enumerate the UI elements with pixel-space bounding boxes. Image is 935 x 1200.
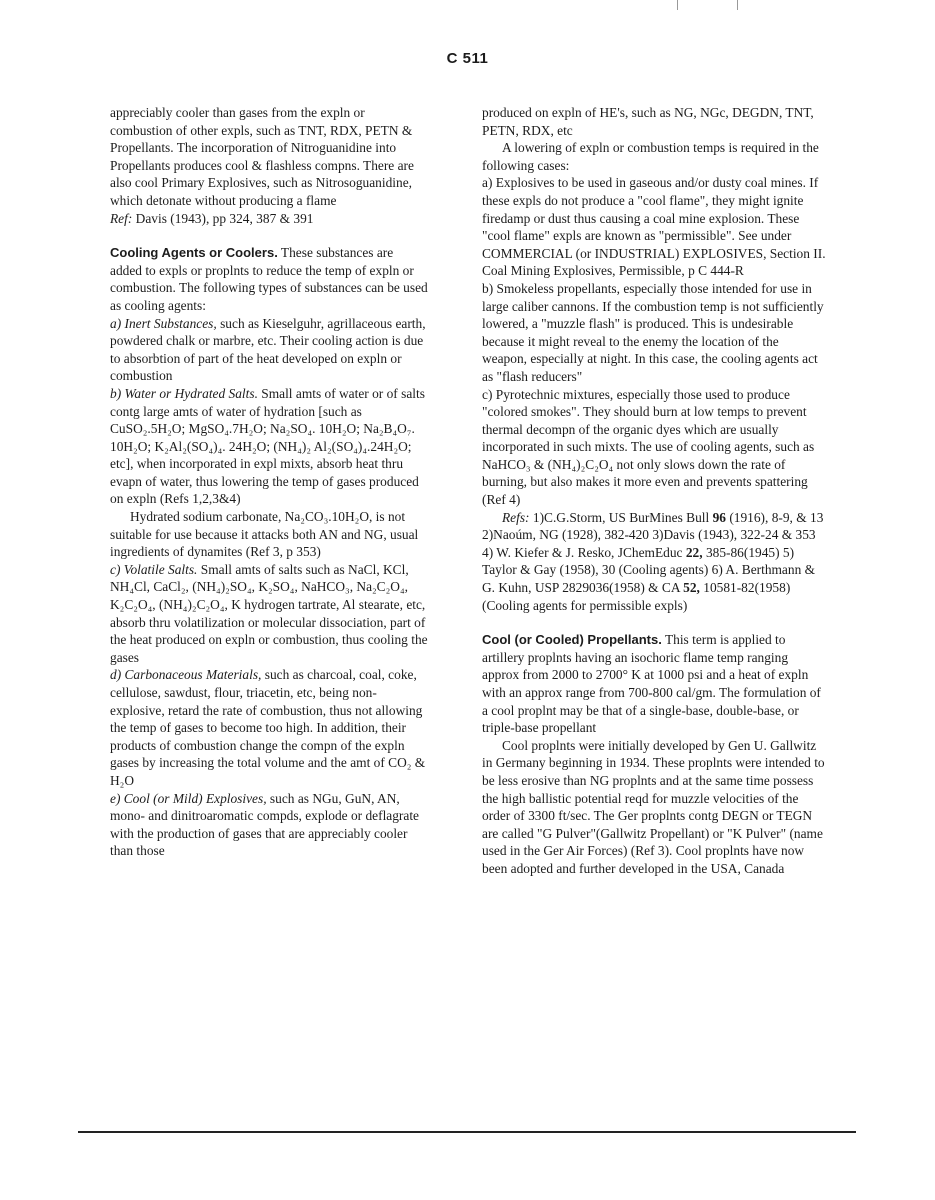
refs-text: 385-86(1945) 5) Taylor & Gay (1958), 30 (Cooling agents) 6) A. Berthmann & G. Kuhn, USP 2829036(1958) & CA — [482, 544, 816, 596]
scan-mark — [737, 0, 738, 10]
item-text: Small amts of water or of salts contg large amts of water of hydration [such as CuSO₂.5H₂O; MgSO₄.7H₂O; Na₂SO₄. 10H₂O; Na₂B₄O₇. 10H₂O; K₂Al₂(SO₄)₄. 24H₂O; (NH₄)₂ Al₂(SO₄)₄.24H₂O; etc], when incorporated in expl mixts, absorb heat thru evapn of water, thus lowering the temp of gases produced on expln (Refs 1,2,3&4) — [110, 385, 425, 507]
intro-reference — [110, 210, 428, 228]
ref-text: Davis (1943), pp 324, 387 & 391 — [135, 210, 314, 226]
right-column — [482, 104, 826, 878]
item-text: such as NGu, GuN, AN, mono- and dinitroaromatic compds, explode or deflagrate with the production of gases that are appreciably cooler than those — [110, 790, 419, 859]
item-a — [110, 315, 428, 385]
refs-text: 10581-82(1958) (Cooling agents for permissible expls) — [482, 580, 791, 613]
section-heading: Cool (or Cooled) Propellants. — [482, 632, 662, 648]
cool-propellants-history: Cool proplnts were initially developed by Gen U. Gallwitz in Germany beginning in 1934. These proplnts were intended to be less erosive than NG proplnts and at the same time possess the high ballistic potential reqd for muzzle velocities of the order of 3300 ft/sec. The Ger proplnts contg DEGN or TEGN are called "G Pulver"(Gallwitz Propellant) or "K Pulver" (name used in the Ger Air Forces) (Ref 3). Cool proplnts have now been adopted and further developed in the USA, Canada — [482, 737, 825, 876]
refs-volume: 96 — [712, 509, 726, 525]
refs-label: Refs: — [502, 509, 530, 525]
item-text: Small amts of salts such as NaCl, KCl, NH₄Cl, CaCl₂, (NH₄)₂SO₄, K₂SO₄, NaHCO₃, Na₂C₂O₄, K₂C₂O₄, (NH₄)₂C₂O₄, K hydrogen tartrate, Al stearate, etc, absorb thru volatilization or molecular dissociation, part of the heat produced on expln or combustion, thus cooling the gases — [110, 561, 428, 665]
section-intro: These substances are added to expls or proplnts to reduce the temp of expln or combustion. The following types of substances can be used as cooling agents: — [110, 245, 428, 313]
item-b-continued: Hydrated sodium carbonate, Na₂CO₃.10H₂O, is not suitable for use because it attacks both AN and NG, usual ingredients of dynamites (Ref 3, p 353) — [110, 509, 419, 560]
item-text: such as Kieselguhr, agrillaceous earth, powdered chalk or marbre, etc. Their cooling action is due to absorbtion of part of the heat developed on expln or combustion — [110, 315, 426, 384]
refs-text: 1)C.G.Storm, US BurMines Bull — [532, 509, 710, 525]
case-b: b) Smokeless propellants, especially those intended for use in large caliber cannons. If the combustion temp is not sufficiently lowered, a "muzzle flash" is produced. This is undesirable because it might reveal to the enemy the location of the weapon, especially at night. In this case, the cooling agents act as "flash reducers" — [482, 280, 824, 384]
section-heading: Cooling Agents or Coolers. — [110, 245, 278, 261]
item-e — [110, 790, 428, 860]
continued-paragraph: produced on expln of HE's, such as NG, NGc, DEGDN, TNT, PETN, RDX, etc — [482, 105, 814, 138]
intro-paragraph: appreciably cooler than gases from the expln or combustion of other expls, such as TNT, RDX, PETN & Propellants. The incorporation of Nitroguanidine into Propellants produces cool & flashless compns. There are also cool Primary Explosives, such as Nitrosoguanidine, which detonate without producing a flame — [110, 105, 414, 208]
footer-rule — [78, 1131, 856, 1133]
cooling-agents-paragraph — [110, 244, 428, 314]
item-text: such as charcoal, coal, coke, cellulose, sawdust, flour, triacetin, etc, being non-explosive, retard the rate of combustion, thus not allowing the temp of gases to become too high. In addition, their products of combustion change the compn of the expln gases by increasing the total volume and the amt of CO₂ & H₂O — [110, 667, 426, 788]
item-label: e) Cool (or Mild) Explosives, — [110, 790, 267, 806]
item-label: b) Water or Hydrated Salts. — [110, 385, 258, 401]
item-d — [110, 666, 428, 789]
item-c — [110, 561, 428, 667]
item-label: d) Carbonaceous Materials, — [110, 667, 262, 683]
refs-volume: 22, — [685, 544, 703, 560]
references — [482, 509, 826, 615]
refs-text: (1916), 8-9, & 13 2)Naoúm, NG (1928), 382-420 3)Davis (1943), 322-24 & 353 4) W. Kiefer & J. Resko, JChemEduc — [482, 509, 824, 560]
lowering-paragraph: A lowering of expln or combustion temps is required in the following cases: — [482, 140, 819, 173]
case-a: a) Explosives to be used in gaseous and/or dusty coal mines. If these expls do not produce a "cool flame", they might ignite firedamp or dust thus causing a coal mine explosion. These "cool flame" expls are known as "permissible". See under COMMERCIAL (or INDUSTRIAL) EXPLOSIVES, Section II. Coal Mining Explosives, Permissible, p C 444-R — [482, 175, 826, 279]
refs-volume: 52, — [683, 580, 700, 596]
case-c: c) Pyrotechnic mixtures, especially those used to produce "colored smokes". They should burn at low temps to prevent thermal decompn of the organic dyes which are usually incorporated in such mixts. The use of cooling agents, such as NaHCO₃ & (NH₄)₂C₂O₄ not only slows down the rate of burning, but also makes it more even and prevents spattering (Ref 4) — [482, 386, 815, 508]
item-label: c) Volatile Salts. — [110, 561, 198, 577]
page-number: C 511 — [446, 50, 489, 67]
item-label: a) Inert Substances, — [110, 315, 217, 331]
section-text: This term is applied to artillery proplnts having an isochoric flame temp ranging approx from 2000 to 2700° K at 1000 psi and a heat of expln with an approx range from 700-800 cal/gm. The formulation of a cool proplnt may be that of a single-base, double-base, or triple-base propellant — [482, 632, 821, 736]
ref-label: Ref: — [110, 210, 133, 226]
scan-mark — [677, 0, 678, 10]
left-column — [110, 104, 428, 860]
cool-propellants-paragraph — [482, 631, 826, 737]
item-b — [110, 385, 428, 508]
